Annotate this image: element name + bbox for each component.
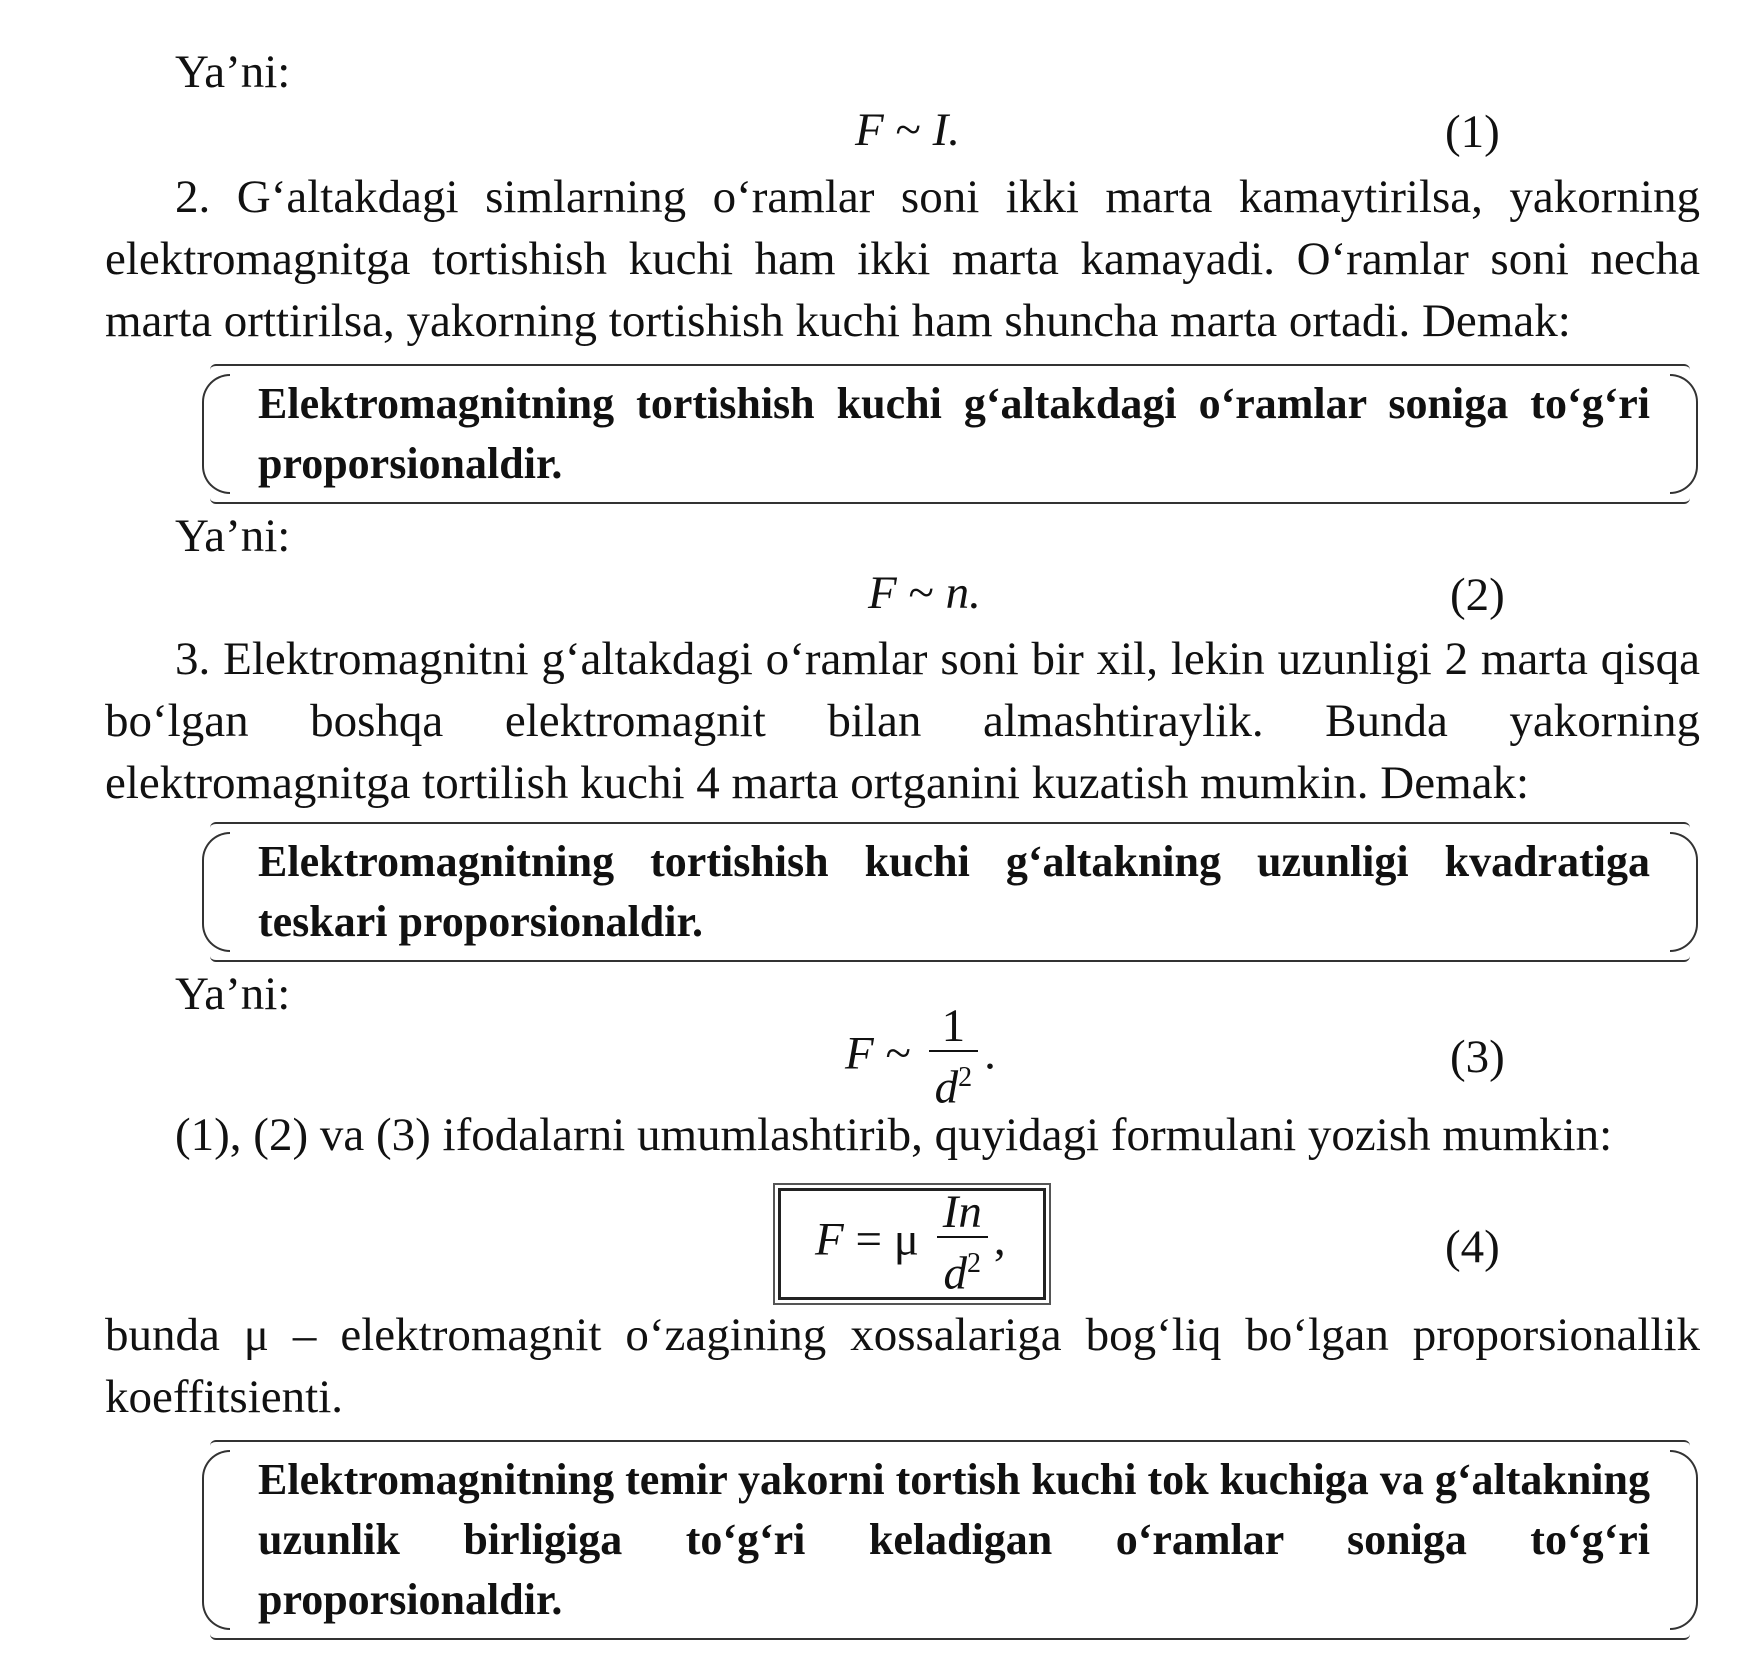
equation-3 <box>845 1002 996 1114</box>
paragraph-2-text: 2. G‘altakdagi simlarning o‘ramlar soni ikki marta kamaytirilsa, yakorning elektromagnitga tortishish kuchi ham ikki marta kamayadi. O‘ramlar soni necha marta orttirilsa, yakorning tortishish kuchi ham shuncha marta ortadi. Demak: <box>105 171 1700 347</box>
equation-4 <box>815 1188 1006 1300</box>
equation-2 <box>868 566 981 620</box>
eq3-den-exponent: 2 <box>958 1062 973 1093</box>
eq4-lhs: F <box>815 1213 844 1266</box>
eq3-numerator: 1 <box>929 1002 979 1052</box>
yani-label-1: Ya’ni: <box>175 46 291 98</box>
paragraph-2 <box>105 166 1700 352</box>
eq1-rhs: I. <box>932 104 961 156</box>
yani-label-2: Ya’ni: <box>175 510 291 562</box>
paragraph-3 <box>105 628 1700 814</box>
eq4-denominator <box>937 1238 988 1300</box>
yani-label-3: Ya’ni: <box>175 968 291 1020</box>
paragraph-5 <box>105 1304 1700 1428</box>
equation-1-number: (1) <box>1445 106 1500 158</box>
paragraph-3-text: 3. Elektromagnitni g‘altakdagi o‘ramlar soni bir xil, lekin uzunligi 2 marta qisqa bo‘lgan boshqa elektromagnit bilan almashtiraylik. Bunda yakorning elektromagnitga tortilish kuchi 4 marta ortganini kuzatish mumkin. Demak: <box>105 633 1700 809</box>
eq3-tail: . <box>984 1027 996 1080</box>
eq1-lhs: F <box>855 104 884 156</box>
rule-box-3 <box>210 1440 1690 1640</box>
rule-3-text: Elektromagnitning temir yakorni tortish kuchi tok kuchiga va g‘altakning uzunlik birligiga to‘g‘ri keladigan o‘ramlar soniga to‘g‘ri proporsionaldir. <box>258 1455 1650 1624</box>
eq1-op: ~ <box>895 104 921 156</box>
eq3-den-base: d <box>934 1061 959 1114</box>
equation-3-number: (3) <box>1450 1031 1505 1083</box>
equation-2-number: (2) <box>1450 569 1505 621</box>
eq4-coef: μ <box>893 1213 919 1266</box>
eq4-fraction <box>937 1188 988 1300</box>
eq3-lhs: F <box>845 1027 874 1080</box>
eq4-den-base: d <box>943 1247 968 1300</box>
rule-box-2 <box>210 822 1690 962</box>
eq3-fraction <box>929 1002 979 1114</box>
equation-4-number: (4) <box>1445 1221 1500 1273</box>
eq2-lhs: F <box>868 567 897 619</box>
eq2-rhs: n. <box>945 567 981 619</box>
rule-2-text: Elektromagnitning tortishish kuchi g‘altakning uzunligi kvadratiga teskari proporsionaldir. <box>258 837 1650 946</box>
paragraph-4 <box>105 1104 1700 1166</box>
eq3-op: ~ <box>885 1027 911 1080</box>
eq4-op: = <box>855 1213 882 1266</box>
equation-1 <box>855 103 960 157</box>
eq4-numerator: In <box>937 1188 988 1238</box>
paragraph-4-text: (1), (2) va (3) ifodalarni umumlashtirib, quyidagi formulani yozish mumkin: <box>175 1109 1613 1161</box>
rule-box-1 <box>210 364 1690 504</box>
eq4-den-exponent: 2 <box>967 1248 982 1279</box>
paragraph-5-text: bunda μ – elektromagnit o‘zagining xossalariga bog‘liq bo‘lgan proporsionallik koeffitsienti. <box>105 1309 1700 1423</box>
eq2-op: ~ <box>908 567 934 619</box>
rule-1-text: Elektromagnitning tortishish kuchi g‘altakdagi o‘ramlar soniga to‘g‘ri proporsionaldir. <box>258 379 1650 488</box>
eq4-tail: , <box>993 1213 1006 1266</box>
